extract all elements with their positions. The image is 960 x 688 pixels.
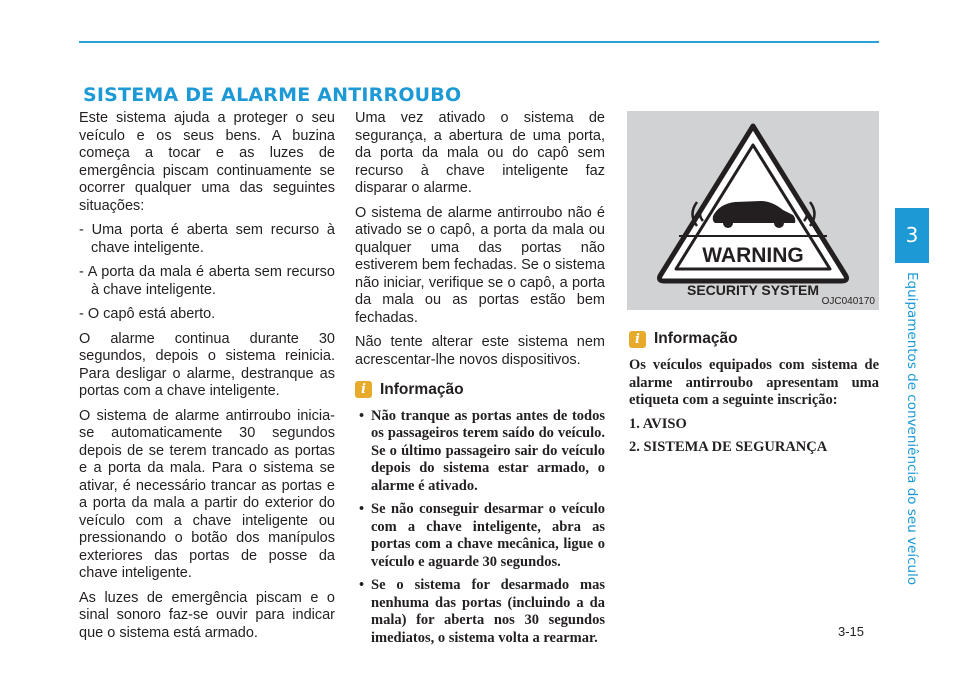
paragraph: As luzes de emergência piscam e o sinal sonoro faz-se ouvir para indicar que o sistema está armado.	[79, 589, 335, 641]
paragraph: O alarme continua durante 30 segundos, depois o sistema reinicia. Para desligar o alarme, destranque as portas com a chave inteligente.	[79, 330, 335, 399]
warning-triangle-icon	[627, 111, 879, 310]
label-line: 1. AVISO	[629, 415, 687, 432]
paragraph: Os veículos equipados com sistema de alarme antirroubo apresentam uma etiqueta com a seguinte inscrição:	[629, 357, 879, 408]
chapter-tab: 3	[895, 208, 929, 263]
figure-caption: OJC040170	[821, 296, 875, 307]
page-number: 3-15	[838, 624, 865, 639]
column-3	[629, 322, 879, 463]
info-title: Informação	[654, 330, 738, 347]
intro-paragraph: Este sistema ajuda a proteger o seu veículo e os seus bens. A buzina começa a tocar e as luzes de emergência piscam continuamente se ocorrer qualquer uma das seguintes situações:	[79, 110, 335, 214]
paragraph: O sistema de alarme antirroubo não é ativado se o capô, a porta da mala ou qualquer uma das portas não estiverem bem fechadas. Se o sistema não iniciar, verifique se o capô, a porta da mala ou as portas estão bem fechadas.	[355, 204, 605, 326]
info-icon: i	[629, 331, 646, 348]
top-rule	[79, 41, 879, 43]
section-title: SISTEMA DE ALARME ANTIRROUBO	[83, 84, 462, 106]
column-1	[79, 110, 335, 649]
info-title: Informação	[380, 381, 464, 398]
paragraph: O sistema de alarme antirroubo inicia-se automaticamente 30 segundos depois de se terem trancado as portas e a porta da mala. Para o sistema se ativar, é necessário trancar as portas e a porta da mala a partir do exterior do veículo com a chave inteligente ou pressionando o botão dos manípulos exteriores das portas de posse da chave inteligente.	[79, 407, 335, 581]
list-item: - O capô está aberto.	[79, 306, 216, 322]
info-header	[355, 381, 605, 399]
security-system-text: SECURITY SYSTEM	[687, 282, 819, 298]
list-item: - A porta da mala é aberta sem recurso à chave inteligente.	[79, 264, 335, 298]
info-icon: i	[355, 381, 372, 398]
label-line: 2. SISTEMA DE SEGURANÇA	[629, 439, 828, 455]
info-bullets	[355, 408, 605, 648]
warning-text: WARNING	[702, 244, 804, 267]
paragraph: Uma vez ativado o sistema de segurança, a abertura de uma porta, da porta da mala ou do capô sem recurso à chave inteligente faz disparar o alarme.	[355, 110, 605, 196]
warning-label-figure	[627, 111, 879, 310]
list-item: • Não tranque as portas antes de todos os passageiros terem saído do veículo. Se o último passageiro sair do veículo depois do sistema estar armado, o alarme é ativado.	[355, 408, 605, 496]
paragraph: Não tente alterar este sistema nem acrescentar-lhe novos dispositivos.	[355, 334, 605, 368]
list-item: • Se o sistema for desarmado mas nenhuma das portas (incluindo a da mala) for aberta nos 30 segundos imediatos, o sistema volta a rearmar.	[355, 577, 605, 647]
column-2	[355, 110, 605, 653]
list-item: - Uma porta é aberta sem recurso à chave inteligente.	[79, 222, 335, 256]
chapter-title: Equipamentos de conveniência do seu veículo	[904, 272, 920, 586]
list-item: • Se não conseguir desarmar o veículo com a chave inteligente, abra as portas com a chave mecânica, ligue o veículo e aguarde 30 segundos.	[355, 501, 605, 571]
info-header	[629, 330, 879, 348]
